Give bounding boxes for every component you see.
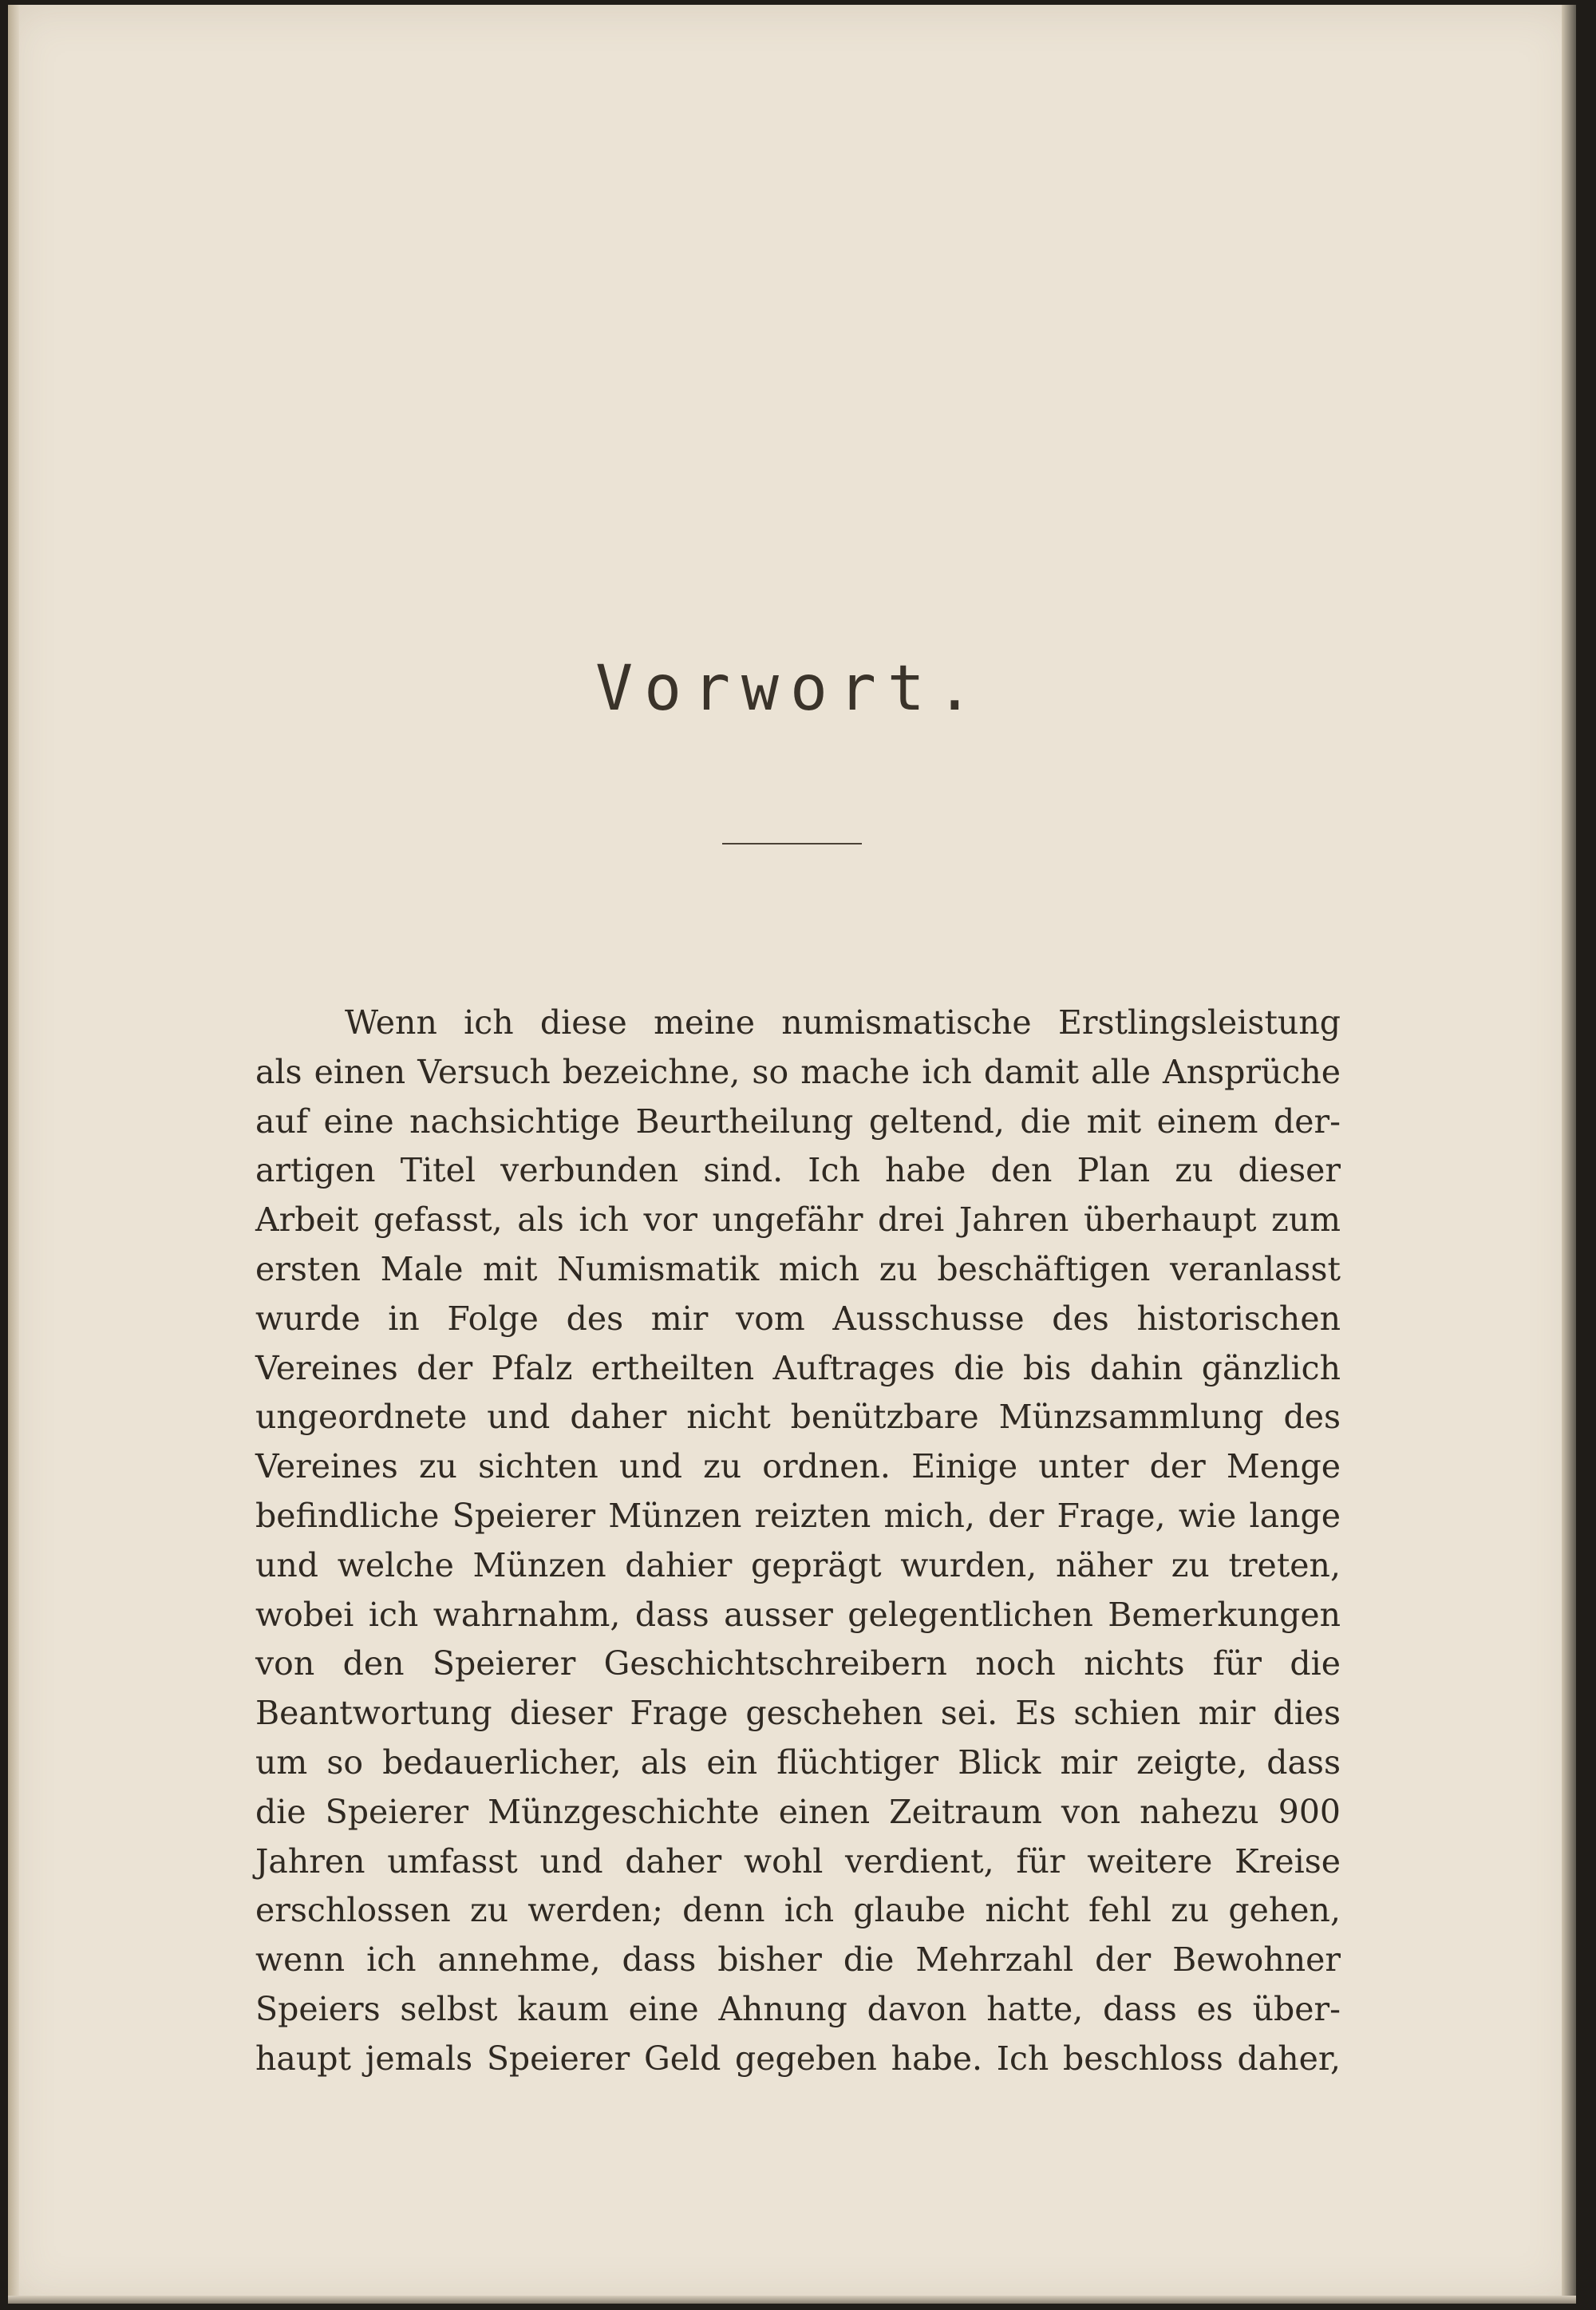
text-line: Vereines zu sichten und zu ordnen. Einige unter der Menge [255, 1447, 1341, 1486]
text-line: Speiers selbst kaum eine Ahnung davon hatte, dass es über- [255, 1989, 1341, 2028]
title-divider [722, 843, 862, 844]
text-line: auf eine nachsichtige Beurtheilung geltend, die mit einem der- [255, 1102, 1341, 1141]
text-line: Vereines der Pfalz ertheilten Auftrages die bis dahin gänzlich [255, 1348, 1341, 1387]
text-line: ersten Male mit Numismatik mich zu beschäftigen veranlasst [255, 1249, 1341, 1288]
book-page [8, 5, 1576, 2304]
text-line: Jahren umfasst und daher wohl verdient, für weitere Kreise [255, 1841, 1341, 1881]
text-line: befindliche Speierer Münzen reizten mich, der Frage, wie lange [255, 1496, 1341, 1535]
text-line: Beantwortung dieser Frage geschehen sei. Es schien mir dies [255, 1694, 1341, 1733]
text-line: erschlossen zu werden; denn ich glaube nicht fehl zu gehen, [255, 1891, 1341, 1930]
text-line: artigen Titel verbunden sind. Ich habe den Plan zu dieser [255, 1151, 1341, 1190]
text-line: als einen Versuch bezeichne, so mache ich damit alle Ansprüche [255, 1052, 1341, 1091]
page-title: Vorwort. [595, 653, 985, 725]
text-line: wurde in Folge des mir vom Ausschusse des historischen [255, 1299, 1341, 1338]
body-paragraph [255, 999, 1341, 2084]
text-line: haupt jemals Speierer Geld gegeben habe. Ich beschloss daher, [255, 2039, 1341, 2078]
text-line: Arbeit gefasst, als ich vor ungefähr drei Jahren überhaupt zum [255, 1200, 1341, 1240]
text-line: ungeordnete und daher nicht benützbare Münzsammlung des [255, 1398, 1341, 1437]
text-line: wobei ich wahrnahm, dass ausser gelegentlichen Bemerkungen [255, 1595, 1341, 1634]
text-line: Wenn ich diese meine numismatische Erstlingsleistung [345, 1003, 1341, 1042]
page-edge-right [1562, 5, 1576, 2304]
text-line: wenn ich annehme, dass bisher die Mehrzahl der Bewohner [255, 1940, 1341, 1980]
text-line: von den Speierer Geschichtschreibern noch nichts für die [255, 1644, 1341, 1683]
text-line: die Speierer Münzgeschichte einen Zeitraum von nahezu 900 [255, 1792, 1341, 1831]
text-line: und welche Münzen dahier geprägt wurden, näher zu treten, [255, 1545, 1341, 1584]
page-gutter-left [8, 5, 19, 2304]
page-edge-bottom [8, 2296, 1576, 2304]
text-line: um so bedauerlicher, als ein flüchtiger Blick mir zeigte, dass [255, 1742, 1341, 1782]
